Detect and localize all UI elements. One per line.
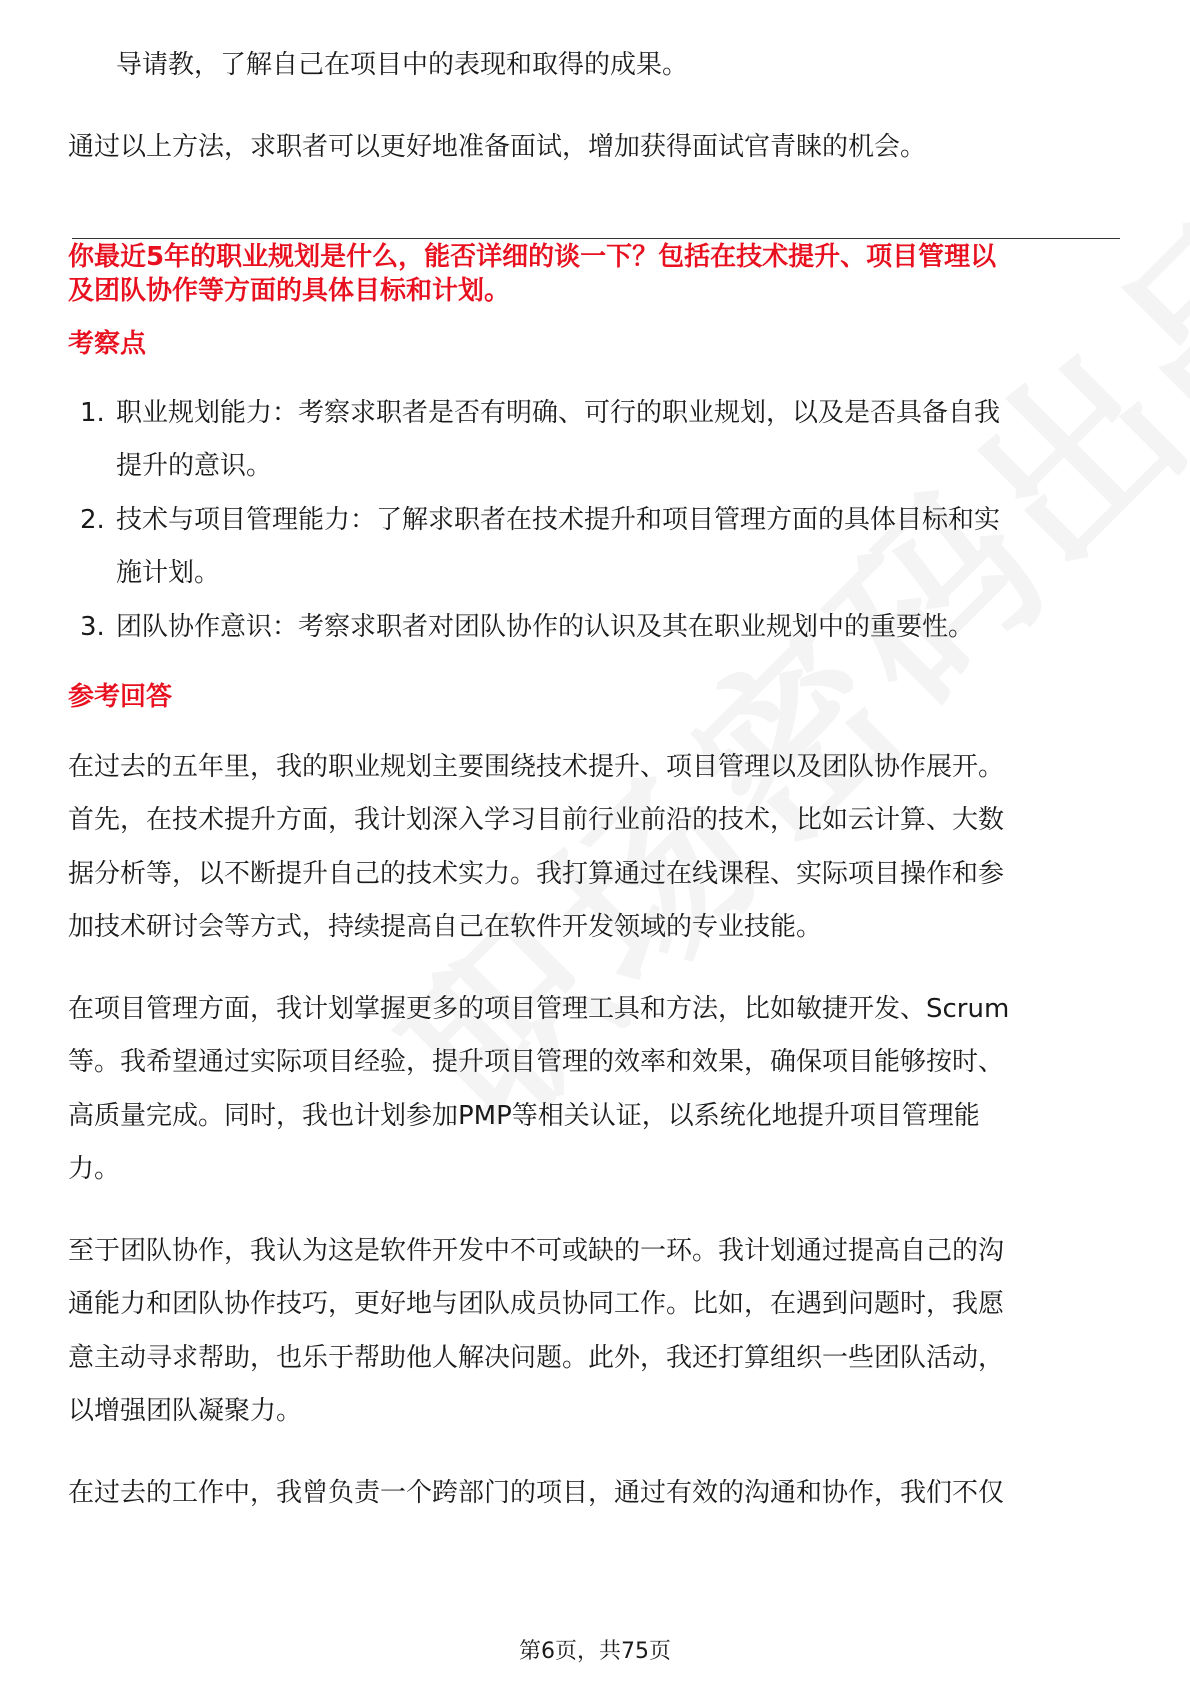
paragraph-line: 以增强团队凝聚力。 <box>68 1396 303 1426</box>
list-item-1-line-1: 职业规划能力：考察求职者是否有明确、可行的职业规划，以及是否具备自我 <box>116 398 1001 428</box>
list-item-2-line-1: 技术与项目管理能力：了解求职者在技术提升和项目管理方面的具体目标和实 <box>116 505 1001 535</box>
list-item-2-line-2: 施计划。 <box>116 558 221 588</box>
page-number: 第6页，共75页 <box>519 1639 671 1664</box>
paragraph-line: 在项目管理方面，我计划掌握更多的项目管理工具和方法，比如敏捷开发、Scrum <box>68 994 1010 1024</box>
list-item-number: 3. <box>80 612 105 642</box>
paragraph-line: 等。我希望通过实际项目经验，提升项目管理的效率和效果，确保项目能够按时、 <box>68 1047 1005 1077</box>
paragraph-line: 意主动寻求帮助，也乐于帮助他人解决问题。此外，我还打算组织一些团队活动， <box>68 1343 1005 1373</box>
paragraph-line: 高质量完成。同时，我也计划参加PMP等相关认证，以系统化地提升项目管理能 <box>68 1101 980 1131</box>
list-item-number: 2. <box>80 505 105 535</box>
list-item-number: 1. <box>80 398 105 428</box>
question-line-2: 及团队协作等方面的具体目标和计划。 <box>68 276 511 306</box>
answer-heading: 参考回答 <box>68 682 173 712</box>
paragraph-line: 据分析等，以不断提升自己的技术实力。我打算通过在线课程、实际项目操作和参 <box>68 859 1005 889</box>
top-line-1: 导请教，了解自己在项目中的表现和取得的成果。 <box>116 50 689 80</box>
paragraph-line: 力。 <box>68 1154 121 1184</box>
paragraph-line: 至于团队协作，我认为这是软件开发中不可或缺的一环。我计划通过提高自己的沟 <box>68 1236 1005 1266</box>
exam-points-heading: 考察点 <box>68 329 147 359</box>
question-line-1: 你最近5年的职业规划是什么，能否详细的谈一下？包括在技术提升、项目管理以 <box>68 242 997 272</box>
list-item-3-line-1: 团队协作意识：考察求职者对团队协作的认识及其在职业规划中的重要性。 <box>116 612 975 642</box>
paragraph-line: 首先，在技术提升方面，我计划深入学习目前行业前沿的技术，比如云计算、大数 <box>68 805 1005 835</box>
paragraph-line: 通能力和团队协作技巧，更好地与团队成员协同工作。比如，在遇到问题时，我愿 <box>68 1289 1005 1319</box>
paragraph-line: 加技术研讨会等方式，持续提高自己在软件开发领域的专业技能。 <box>68 912 823 942</box>
list-item-1-line-2: 提升的意识。 <box>116 451 273 481</box>
paragraph-line: 在过去的工作中，我曾负责一个跨部门的项目，通过有效的沟通和协作，我们不仅 <box>68 1478 1005 1508</box>
paragraph-line: 在过去的五年里，我的职业规划主要围绕技术提升、项目管理以及团队协作展开。 <box>68 752 1005 782</box>
section-divider <box>72 238 1120 239</box>
top-line-2: 通过以上方法，求职者可以更好地准备面试，增加获得面试官青睐的机会。 <box>68 132 927 162</box>
